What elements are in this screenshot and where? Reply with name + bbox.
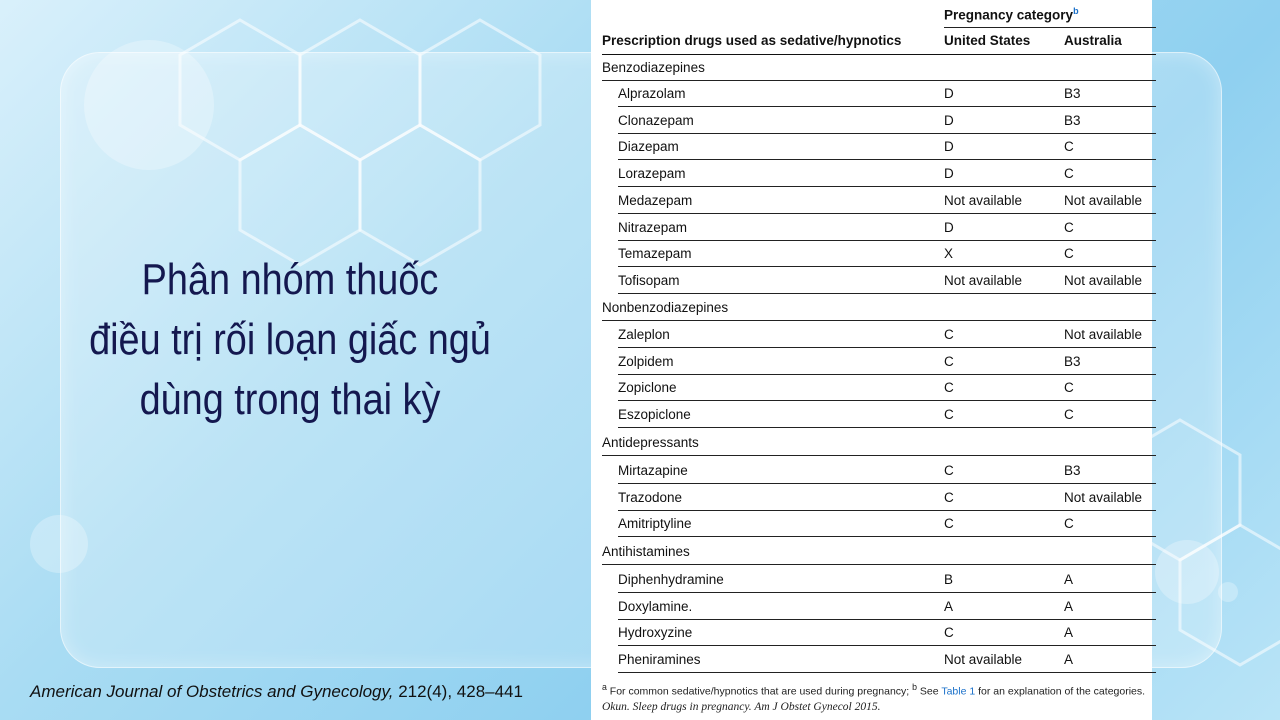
table-row (618, 240, 1156, 267)
australia-category-cell: B3 (1064, 463, 1081, 478)
table-row (618, 160, 1156, 187)
us-category-cell: C (944, 489, 954, 505)
drug-name-cell: Alprazolam (618, 86, 686, 101)
group-name: Nonbenzodiazepines (602, 300, 729, 315)
us-category-cell: B (944, 572, 954, 587)
group-name: Antidepressants (602, 435, 699, 450)
citation-details: 212(4), 428–441 (393, 682, 523, 701)
drug-name-cell: Lorazepam (618, 166, 686, 182)
us-category-cell: A (944, 598, 954, 614)
drug-name-cell: Zopiclone (618, 380, 677, 396)
footnote-a-text: For common sedative/hypnotics that are used during pregnancy; (606, 685, 913, 698)
table-group-row (602, 540, 1156, 565)
drug-name-cell: Zaleplon (618, 327, 670, 342)
table-group-row (602, 431, 1156, 456)
australia-category-cell: Not available (1064, 192, 1143, 208)
table-row (618, 133, 1156, 160)
table-group-row (602, 56, 1156, 81)
us-category-cell: D (944, 139, 954, 155)
australia-category-cell: C (1064, 139, 1074, 155)
us-category-cell: D (944, 86, 954, 101)
us-category-cell: Not available (944, 192, 1023, 208)
australia-category-cell: C (1064, 246, 1074, 262)
drug-name-cell: Eszopiclone (618, 407, 691, 423)
table-row (618, 510, 1156, 537)
drug-name-cell: Trazodone (618, 489, 683, 505)
table-header-row (602, 32, 1156, 55)
us-category-cell: D (944, 112, 954, 128)
table-row (618, 321, 1156, 348)
us-category-cell: D (944, 219, 954, 235)
us-category-cell: Not available (944, 652, 1023, 668)
table-1-link[interactable]: Table 1 (941, 685, 976, 698)
us-category-cell: C (944, 327, 954, 342)
australia-category-cell: C (1064, 516, 1074, 532)
column-header-us: United States (944, 33, 1031, 48)
drug-name-cell: Hydroxyzine (618, 625, 693, 641)
title-line: Phân nhóm thuốc (141, 255, 439, 304)
australia-category-cell: Not available (1064, 489, 1143, 505)
us-category-cell: C (944, 380, 954, 396)
us-category-cell: X (944, 246, 954, 262)
us-category-cell: D (944, 166, 954, 182)
footnote-marker-b: b (1073, 6, 1079, 16)
drug-name-cell: Tofisopam (618, 272, 680, 288)
australia-category-cell: C (1064, 380, 1074, 396)
drug-name-cell: Clonazepam (618, 112, 694, 128)
drug-name-cell: Nitrazepam (618, 219, 688, 235)
table-row (618, 80, 1156, 107)
australia-category-cell: B3 (1064, 86, 1081, 101)
title-line: dùng trong thai kỳ (139, 375, 441, 424)
us-category-cell: C (944, 516, 954, 532)
table-row (618, 619, 1156, 646)
table-group-row (602, 296, 1156, 321)
australia-category-cell: A (1064, 625, 1074, 641)
drug-name-cell: Temazepam (618, 246, 692, 262)
drug-table-image (591, 0, 1152, 720)
us-category-cell: C (944, 625, 954, 641)
australia-category-cell: Not available (1064, 272, 1143, 288)
drug-name-cell: Doxylamine. (618, 598, 693, 614)
column-header-australia: Australia (1064, 33, 1122, 48)
australia-category-cell: C (1064, 219, 1074, 235)
drug-name-cell: Mirtazapine (618, 463, 688, 478)
citation-journal: American Journal of Obstetrics and Gynecology, (30, 682, 394, 701)
table-row (618, 457, 1156, 484)
us-category-cell: Not available (944, 272, 1023, 288)
australia-category-cell: A (1064, 652, 1074, 668)
citation (30, 682, 523, 702)
table-row (618, 214, 1156, 241)
group-name: Antihistamines (602, 544, 690, 559)
drug-name-cell: Amitriptyline (618, 516, 692, 532)
table-row (618, 107, 1156, 134)
footnote-b-text-pre: See (917, 685, 942, 698)
table-row (618, 267, 1156, 294)
table-row (618, 646, 1156, 673)
australia-category-cell: A (1064, 598, 1074, 614)
us-category-cell: C (944, 407, 954, 423)
slide-title (75, 250, 505, 430)
table-row (618, 401, 1156, 428)
australia-category-cell: C (1064, 407, 1074, 423)
australia-category-cell: C (1064, 166, 1074, 182)
australia-category-cell: Not available (1064, 327, 1143, 342)
australia-category-cell: A (1064, 572, 1074, 587)
australia-category-cell: B3 (1064, 353, 1081, 369)
table-source: Okun. Sleep drugs in pregnancy. Am J Obstet Gynecol 2015. (602, 701, 881, 713)
table-row (618, 484, 1156, 511)
australia-category-cell: B3 (1064, 112, 1081, 128)
us-category-cell: C (944, 463, 954, 478)
table-footnote (602, 682, 1145, 698)
table-row (618, 187, 1156, 214)
table-row (618, 348, 1156, 375)
footnote-b-text-post: for an explanation of the categories. (975, 685, 1146, 698)
us-category-cell: C (944, 353, 954, 369)
table-row (618, 374, 1156, 401)
drug-name-cell: Diphenhydramine (618, 572, 724, 587)
title-line: điều trị rối loạn giấc ngủ (89, 315, 491, 364)
group-name: Benzodiazepines (602, 60, 705, 75)
table-row (618, 566, 1156, 593)
footnote-marker-b: b (912, 682, 917, 692)
drug-name-cell: Diazepam (618, 139, 679, 155)
drug-name-cell: Zolpidem (618, 353, 674, 369)
pregnancy-category-label: Pregnancy category (944, 7, 1074, 23)
pregnancy-category-header (944, 6, 1156, 28)
column-header-drug: Prescription drugs used as sedative/hypnotics (602, 33, 902, 48)
drug-name-cell: Pheniramines (618, 652, 701, 668)
table-row (618, 593, 1156, 620)
footnote-marker-a: a (602, 682, 607, 692)
drug-name-cell: Medazepam (618, 192, 693, 208)
